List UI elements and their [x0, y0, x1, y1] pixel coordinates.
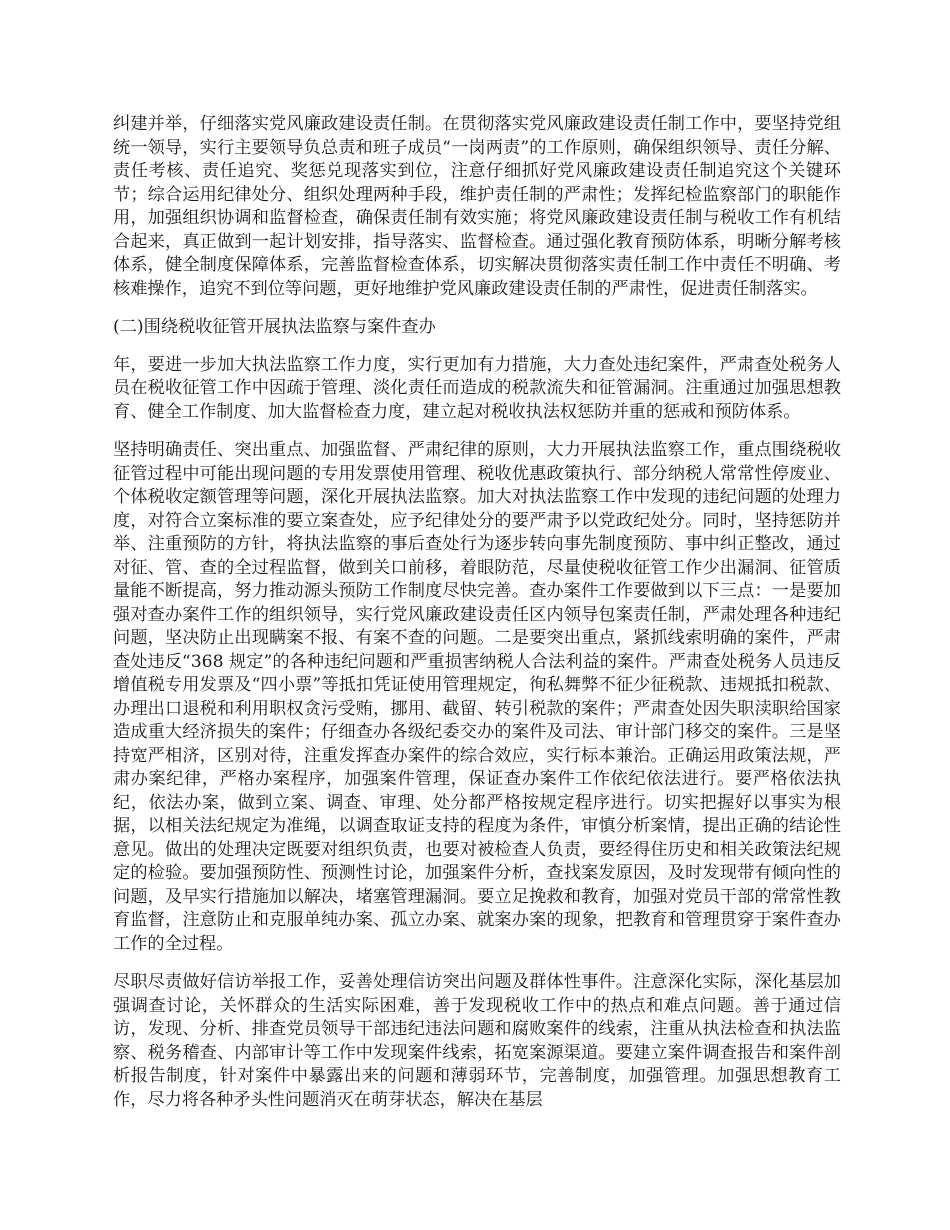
paragraph-enforcement-intro: 年，要进一步加大执法监察工作力度，实行更加有力措施，大力查处违纪案件，严肃查处税务人员在税收征管工作中因疏于管理、淡化责任而造成的税款流失和征管漏洞。注重通过加强思想教育、健全工作制度、加大监督检查力度，建立起对税收执法权惩防并重的惩戒和预防体系。: [113, 354, 841, 422]
document-page: [113, 113, 841, 1127]
section-heading: (二)围绕税收征管开展执法监察与案件查办: [113, 317, 436, 337]
paragraph-petition-work: 尽职尽责做好信访举报工作，妥善处理信访突出问题及群体性事件。注意深化实际，深化基层加强调查讨论，关怀群众的生活实际困难，善于发现税收工作中的热点和难点问题。善于通过信访，发现、分析、排查党员领导干部违纪违法问题和腐败案件的线索，注重从执法检查和执法监察、税务稽查、内部审计等工作中发现案件线索，拓宽案源渠道。要建立案件调查报告和案件剖析报告制度，针对案件中暴露出来的问题和薄弱环节，完善制度，加强管理。加强思想教育工作，尽力将各种矛头性问题消灭在萌芽状态，解决在基层: [113, 972, 841, 1110]
paragraph-enforcement-detail: 坚持明确责任、突出重点、加强监督、严肃纪律的原则，大力开展执法监察工作，重点围绕税收征管过程中可能出现问题的专用发票使用管理、税收优惠政策执行、部分纳税人常常性停废业、个体税收定额管理等问题，深化开展执法监察。加大对执法监察工作中发现的违纪问题的处理力度，对符合立案标准的要立案查处，应予纪律处分的要严肃予以党政纪处分。同时，坚持惩防并举、注重预防的方针，将执法监察的事后查处行为逐步转向事先制度预防、事中纠正整改，通过对征、管、查的全过程监督，做到关口前移，着眼防范，尽量使税收征管工作少出漏洞、征管质量能不断提高，努力推动源头预防工作制度尽快完善。查办案件工作要做到以下三点：一是要加强对查办案件工作的组织领导，实行党风廉政建设责任区内领导包案责任制，严肃处理各种违纪问题，坚决防止出现瞒案不报、有案不查的问题。二是要突出重点，紧抓线索明确的案件，严肃查处违反“368 规定”的各种违纪问题和严重损害纳税人合法利益的案件。严肃查处税务人员违反增值税专用发票及“四小票”等抵扣凭证使用管理规定，徇私舞弊不征少征税款、违规抵扣税款、办理出口退税和利用职权贪污受贿，挪用、截留、转引税款的案件；严肃查处因失职渎职给国家造成重大经济损失的案件；仔细查办各级纪委交办的案件及司法、审计部门移交的案件。三是坚持宽严相济，区别对待，注重发挥查办案件的综合效应，实行标本兼治。正确运用政策法规，严肃办案纪律，严格办案程序，加强案件管理，保证查办案件工作依纪依法进行。要严格依法执纪，依法办案，做到立案、调查、审理、处分都严格按规定程序进行。切实把握好以事实为根据，以相关法纪规定为准绳，以调查取证支持的程度为条件，审慎分析案情，提出正确的结论性意见。做出的处理决定既要对组织负责，也要对被检查人负责，要经得住历史和相关政策法纪规定的检验。要加强预防性、预测性讨论，加强案件分析，查找案发原因，及时发现带有倾向性的问题，及早实行措施加以解决，堵塞管理漏洞。要立足挽救和教育，加强对党员干部的常常性教育监督，注意防止和克服单纯办案、孤立办案、就案办案的现象，把教育和管理贯穿于案件查办工作的全过程。: [113, 440, 841, 954]
paragraph-responsibility-system: 纠建并举，仔细落实党风廉政建设责任制。在贯彻落实党风廉政建设责任制工作中，要坚持党组统一领导，实行主要领导负总责和班子成员“一岗两责”的工作原则，确保组织领导、责任分解、责任考核、责任追究、奖惩兑现落实到位，注意仔细抓好党风廉政建设责任制追究这个关键环节；综合运用纪律处分、组织处理两种手段，维护责任制的严肃性；发挥纪检监察部门的职能作用，加强组织协调和监督检查，确保责任制有效实施；将党风廉政建设责任制与税收工作有机结合起来，真正做到一起计划安排，指导落实、监督检查。通过强化教育预防体系，明晰分解考核体系，健全制度保障体系，完善监督检查体系，切实解决贯彻落实责任制工作中责任不明确、考核难操作，追究不到位等问题，更好地维护党风廉政建设责任制的严肃性，促进责任制落实。: [113, 114, 841, 299]
